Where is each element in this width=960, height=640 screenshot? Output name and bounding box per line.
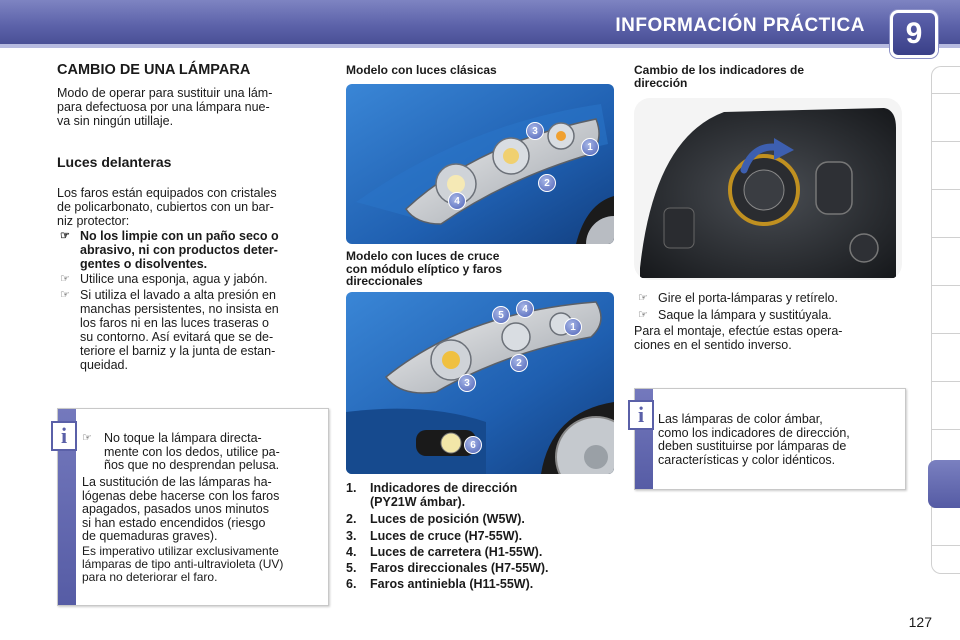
text-line: manchas persistentes, no insista en [80,302,279,316]
text-line: No toque la lámpara directa- [104,431,262,445]
bullet-item [60,229,327,271]
info-icon: i [628,400,654,430]
tab-divider [932,141,960,142]
text-line: Luces de posición (W5W). [370,512,525,526]
tab-divider [932,189,960,190]
text-line: de policarbonato, cubiertos con un bar- [57,200,274,214]
text-line: Luces de carretera (H1-55W). [370,545,543,559]
text-line: Modelo con luces de cruce [346,249,500,263]
callout-badge: 3 [526,122,544,140]
bullet-item [60,288,327,372]
text-line: si han estado encendidos (riesgo [82,515,266,530]
text-line: Indicadores de dirección [370,481,518,495]
callout-badge: 2 [510,354,528,372]
text-line: Los faros están equipados con cristales [57,186,277,200]
text-line: de quemaduras graves). [82,529,218,543]
pointing-hand-icon: ☞ [60,289,70,301]
text-line: mente con los dedos, utilice pa- [104,444,280,459]
text-line: No los limpie con un paño seco o [80,229,279,243]
text-line: Utilice una esponja, agua y jabón. [80,272,268,286]
text-line: con módulo elíptico y faros [346,261,503,276]
headlight-photo-classic [346,84,614,244]
intro-paragraph [57,86,327,128]
list-number: 5. [346,561,357,575]
lamp-list-item [346,513,525,527]
text-line: su contorno. Así evitará que se de- [80,330,274,344]
text-line: gentes o disolventes. [80,257,208,271]
tab-divider [932,237,960,238]
active-chapter-tab [928,460,960,508]
tab-divider [932,429,960,430]
text-line: Las lámparas de color ámbar, [658,412,823,426]
mounting-paragraph [634,324,902,352]
callout-badge: 4 [448,192,466,210]
callout-badge: 4 [516,300,534,318]
header-rule [0,44,960,48]
text-line: niz protector: [57,214,130,228]
info-bullet [82,431,321,473]
section-heading: Luces delanteras [57,154,172,170]
info-paragraph [658,413,896,467]
lamp-list-item [346,482,517,509]
text-line: ciones en el sentido inverso. [634,338,792,352]
text-line: lógenas debe hacerse con los faros [82,488,280,503]
text-line: como los indicadores de dirección, [658,425,850,440]
photo-caption [346,250,502,288]
bullet-item [638,291,898,305]
lamp-list-item [346,578,533,592]
callout-badge: 2 [538,174,556,192]
text-line: Si utiliza el lavado a alta presión en [80,288,276,302]
tab-divider [932,545,960,546]
photo-caption [634,64,804,89]
callout-badge: 3 [458,374,476,392]
text-line: teriore el barniz y la junta de estan- [80,344,276,358]
text-line: Es imperativo utilizar exclusivamente [82,544,279,558]
tab-divider [932,333,960,334]
headlight-photo-elliptical [346,292,614,474]
chapter-number-badge: 9 [890,10,938,58]
page-number: 127 [908,614,932,630]
text-line: para no deteriorar el faro. [82,570,218,584]
section-title: INFORMACIÓN PRÁCTICA [615,15,865,36]
lamp-list-item [346,546,542,560]
info-paragraph [82,476,321,544]
tab-divider [932,381,960,382]
text-line: Cambio de los indicadores de [634,63,805,77]
tab-divider [932,93,960,94]
lamp-list-item [346,530,522,544]
text-line: deben sustituirse por lámparas de [658,439,847,453]
callout-badge: 1 [564,318,582,336]
info-icon: i [51,421,77,451]
text-line: Gire el porta-lámparas y retírelo. [658,291,838,305]
text-line: (PY21W ámbar). [370,494,466,509]
text-line: para defectuosa por una lámpara nue- [57,100,270,114]
text-line: Faros antiniebla (H11-55W). [370,577,534,591]
text-line: Faros direccionales (H7-55W). [370,561,549,575]
lamp-list-item [346,562,549,576]
photo-caption: Modelo con luces clásicas [346,63,497,77]
callout-badge: 5 [492,306,510,324]
pointing-hand-icon: ☞ [60,273,70,285]
text-line: abrasivo, ni con productos deter- [80,243,278,257]
text-line: los faros ni en las luces traseras o [80,316,269,330]
pointing-hand-icon: ☞ [638,292,648,304]
list-number: 3. [346,529,357,543]
text-line: La sustitución de las lámparas ha- [82,475,272,489]
page-title: CAMBIO DE UNA LÁMPARA [57,62,251,78]
text-line: características y color idénticos. [658,452,836,467]
list-number: 2. [346,512,357,526]
list-number: 1. [346,481,357,495]
description-paragraph [57,186,327,228]
pointing-hand-icon: ☞ [638,309,648,321]
text-line: Modo de operar para sustituir una lám- [57,86,273,100]
indicator-photo [634,98,902,280]
pointing-hand-icon: ☞ [82,432,92,444]
bullet-item [60,272,327,286]
info-paragraph [82,545,321,584]
pointing-hand-icon: ☞ [60,230,70,242]
text-line: dirección [634,75,688,90]
text-line: lámparas de tipo anti-ultravioleta (UV) [82,557,284,571]
text-line: Para el montaje, efectúe estas opera- [634,324,843,338]
callout-badge: 6 [464,436,482,454]
bullet-item [638,308,898,322]
text-line: Luces de cruce (H7-55W). [370,529,523,543]
callout-badge: 1 [581,138,599,156]
text-line: ños que no desprendan pelusa. [104,458,280,472]
indicator-illustration [634,98,902,280]
list-number: 4. [346,545,357,559]
text-line: queidad. [80,358,128,372]
text-line: va sin ningún utillaje. [57,114,174,128]
headlight-illustration [346,84,614,244]
text-line: apagados, pasados unos minutos [82,502,269,516]
list-number: 6. [346,577,357,591]
page-header [0,0,960,52]
text-line: Saque la lámpara y sustitúyala. [658,308,832,322]
text-line: direccionales [346,274,423,288]
tab-divider [932,285,960,286]
